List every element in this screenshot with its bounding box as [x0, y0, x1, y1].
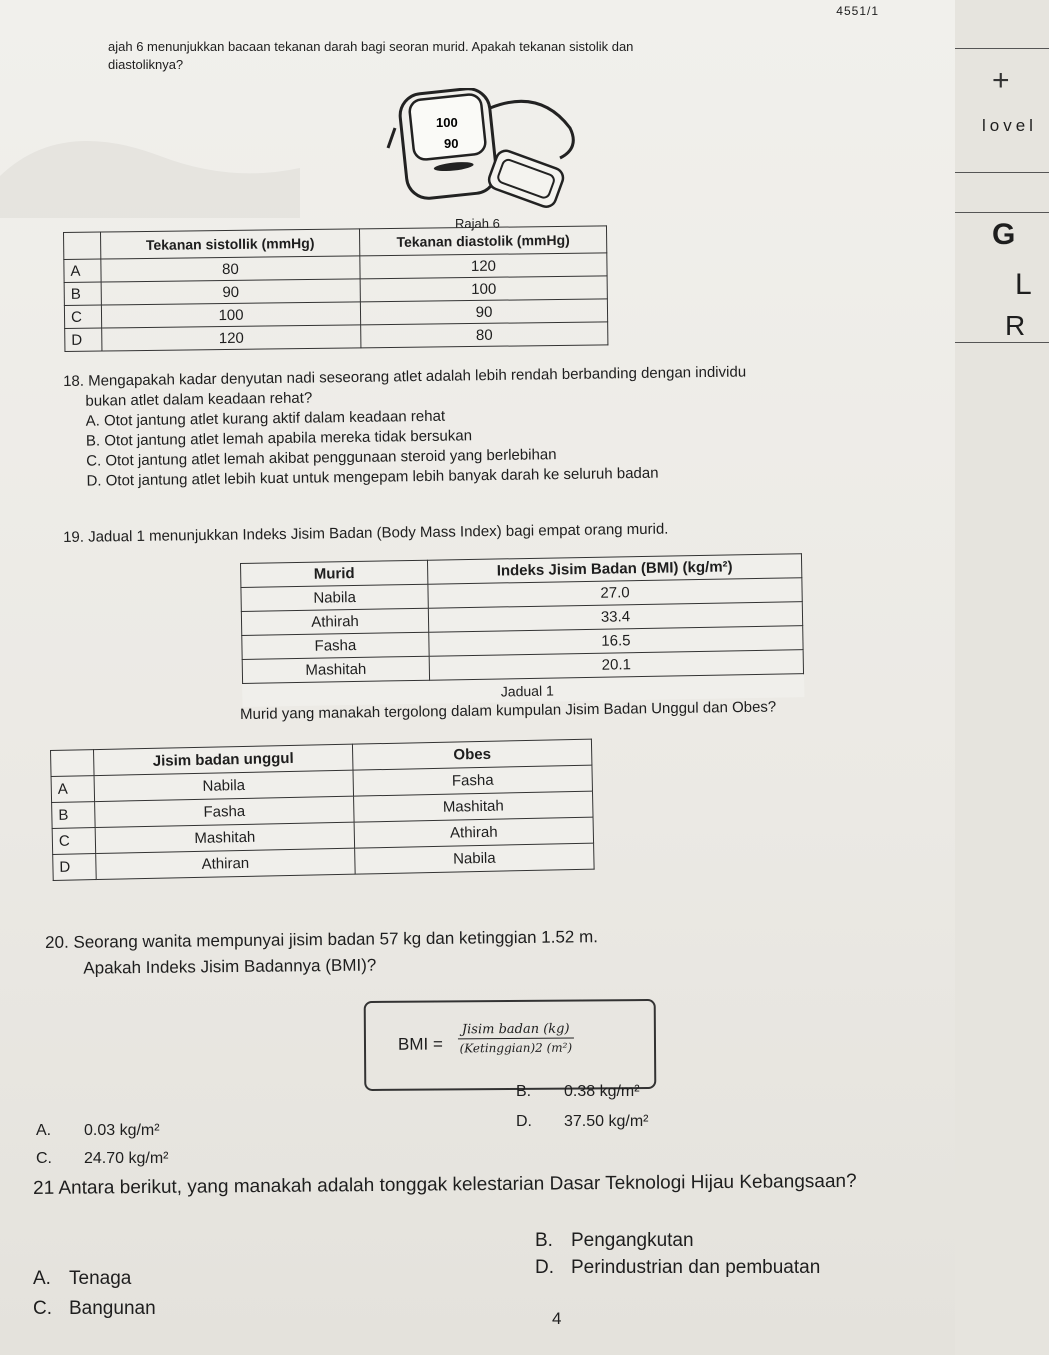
formula-fraction: [458, 1022, 574, 1056]
systolic-cell: 100: [101, 302, 360, 328]
option-key: B.: [535, 1230, 553, 1251]
rajah-6-caption: Rajah 6: [455, 216, 500, 231]
row-label: C: [64, 305, 101, 328]
row-label: B: [64, 282, 101, 305]
formula-numerator: Jisim badan (kg): [458, 1022, 574, 1040]
student-name: Nabila: [241, 584, 428, 611]
q18-stem-line-1: 18. Mengapakah kadar denyutan nadi seseorang atlet adalah lebih rendah berbanding dengan individu: [63, 363, 747, 390]
q20-option-a: [36, 1122, 160, 1140]
option-value: 0.03 kg/m²: [84, 1122, 160, 1139]
q20-stem-line-2: Apakah Indeks Jisim Badannya (BMI)?: [83, 955, 377, 978]
row-label: D: [65, 328, 102, 351]
q21-option-c: [33, 1298, 156, 1320]
obes-cell: Nabila: [355, 843, 594, 874]
table-header: Tekanan sistollik (mmHg): [101, 229, 360, 259]
monitor-reading-top: 100: [436, 115, 458, 130]
side-letter-g: G: [992, 218, 1016, 251]
q21-option-a: [33, 1268, 131, 1290]
side-letter-r: R: [1005, 310, 1026, 341]
q20-option-b: [516, 1083, 640, 1101]
side-letter-l: L: [1015, 268, 1032, 301]
jadual-1-table: [240, 553, 804, 707]
unggul-cell: Fasha: [95, 796, 354, 827]
table-header: Obes: [352, 739, 591, 770]
q18-option-a: A. Otot jantung atlet kurang aktif dalam keadaan rehat: [85, 407, 446, 430]
question-17-stem: [108, 38, 828, 74]
option-key: D.: [535, 1257, 554, 1278]
unggul-cell: Nabila: [94, 770, 353, 801]
option-key: A.: [36, 1122, 52, 1139]
divider: [955, 172, 1049, 173]
option-value: Perindustrian dan pembuatan: [571, 1257, 821, 1278]
bmi-formula-box: [364, 999, 657, 1091]
diastolic-cell: 100: [360, 276, 607, 302]
table-header: [51, 750, 95, 777]
option-value: 0.38 kg/m²: [564, 1083, 640, 1100]
q18-option-c: C. Otot jantung atlet lemah akibat penggunaan steroid yang berlebihan: [86, 446, 557, 470]
q20-stem-line-1: 20. Seorang wanita mempunyai jisim badan 57 kg dan ketinggian 1.52 m.: [45, 927, 599, 952]
unggul-cell: Mashitah: [95, 822, 354, 853]
systolic-cell: 90: [101, 279, 360, 305]
row-label: B: [52, 802, 96, 829]
q21-option-b: [535, 1230, 694, 1252]
obes-cell: Fasha: [353, 765, 592, 796]
q21-stem: 21 Antara berikut, yang manakah adalah tonggak kelestarian Dasar Teknologi Hijau Kebangsaan?: [33, 1170, 857, 1199]
question-20: [45, 925, 785, 979]
student-name: Athirah: [241, 608, 428, 635]
paper-code: 4551/1: [836, 4, 879, 18]
question-18: [63, 360, 925, 492]
rajah-6-table: [63, 225, 608, 352]
option-value: 24.70 kg/m²: [84, 1150, 169, 1167]
monitor-reading-bottom: 90: [444, 136, 459, 151]
obes-cell: Athirah: [354, 817, 593, 848]
bmi-value: 33.4: [428, 602, 802, 633]
option-key: C.: [36, 1150, 52, 1167]
obes-cell: Mashitah: [354, 791, 593, 822]
row-label: A: [51, 776, 95, 803]
divider: [955, 342, 1049, 343]
unggul-cell: Athiran: [96, 848, 355, 879]
q19-answer-table: [50, 739, 595, 881]
page-number: 4: [552, 1309, 562, 1328]
q19-question: Murid yang manakah tergolong dalam kumpulan Jisim Badan Unggul dan Obes?: [240, 698, 777, 723]
blood-pressure-monitor-image: [0, 88, 600, 218]
bmi-value: 27.0: [428, 578, 802, 609]
table-header: Murid: [241, 560, 428, 587]
divider: [955, 48, 1049, 49]
systolic-cell: 120: [102, 325, 361, 351]
row-label: D: [53, 854, 97, 881]
option-key: C.: [33, 1298, 52, 1319]
q20-option-d: [516, 1113, 648, 1131]
bmi-value: 16.5: [429, 626, 803, 657]
option-key: B.: [516, 1083, 532, 1100]
diastolic-cell: 90: [360, 299, 607, 325]
option-key: D.: [516, 1113, 532, 1130]
adjacent-page-strip: [955, 0, 1049, 1355]
q18-stem-line-2: bukan atlet dalam keadaan rehat?: [85, 389, 313, 410]
formula-lhs: BMI =: [397, 1034, 443, 1054]
q17-line-2: diastoliknya?: [108, 57, 184, 72]
plus-icon: +: [992, 64, 1010, 97]
table-header: [64, 232, 101, 259]
q20-option-c: [36, 1150, 168, 1168]
diastolic-cell: 80: [361, 322, 608, 348]
table-header: Tekanan diastolik (mmHg): [359, 226, 606, 256]
side-word: lovel: [982, 116, 1037, 135]
bmi-value: 20.1: [429, 650, 803, 681]
student-name: Fasha: [242, 632, 429, 659]
option-value: Pengangkutan: [571, 1230, 694, 1251]
q21-option-d: [535, 1257, 820, 1279]
q19-stem: 19. Jadual 1 menunjukkan Indeks Jisim Badan (Body Mass Index) bagi empat orang murid.: [63, 520, 669, 546]
q18-option-b: B. Otot jantung atlet lemah apabila mereka tidak bersukan: [85, 427, 473, 450]
table-header: Jisim badan unggul: [94, 744, 353, 775]
row-label: A: [64, 259, 101, 282]
divider: [955, 212, 1049, 213]
systolic-cell: 80: [101, 256, 360, 282]
table-header: Indeks Jisim Badan (BMI) (kg/m²): [427, 554, 801, 585]
q17-line-1: ajah 6 menunjukkan bacaan tekanan darah bagi seoran murid. Apakah tekanan sistolik dan: [108, 39, 634, 54]
row-label: C: [52, 828, 96, 855]
jadual-1-caption: Jadual 1: [500, 682, 554, 699]
option-value: 37.50 kg/m²: [564, 1113, 649, 1130]
diastolic-cell: 120: [360, 253, 607, 279]
formula-denominator: (Ketinggian)2 (m²): [459, 1040, 573, 1056]
option-value: Bangunan: [69, 1298, 156, 1319]
q18-option-d: D. Otot jantung atlet lebih kuat untuk mengepam lebih banyak darah ke seluruh badan: [86, 464, 659, 490]
option-key: A.: [33, 1268, 51, 1289]
student-name: Mashitah: [242, 656, 429, 683]
option-value: Tenaga: [69, 1268, 132, 1289]
